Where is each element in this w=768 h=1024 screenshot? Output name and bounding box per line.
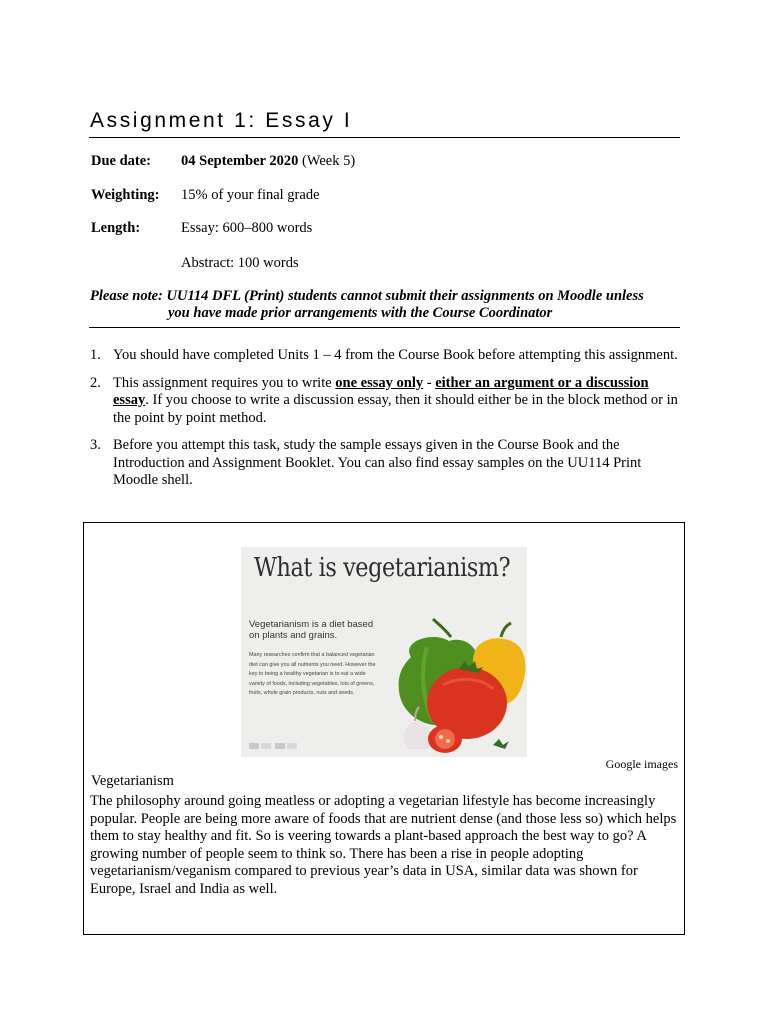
emphasis-essay-type: either an argument or a discussion essay	[113, 374, 649, 408]
note-line-1: Please note: UU114 DFL (Print) students cannot submit their assignments on Moodle unless	[90, 288, 644, 304]
vegetarianism-poster	[241, 547, 527, 757]
list-text: You should have completed Units 1 – 4 from the Course Book before attempting this assignment.	[113, 347, 678, 363]
list-text: Before you attempt this task, study the sample essays given in the Course Book and the Introduction and Assignment Booklet. You can also find essay samples on the UU114 Print Moodle shell.	[113, 437, 642, 488]
list-text-pre: This assignment requires you to write	[113, 374, 336, 391]
length-value: Essay: 600–800 words	[181, 220, 313, 236]
instructions-list	[90, 347, 680, 500]
essay-title: Vegetarianism	[91, 773, 174, 789]
weighting-label: Weighting:	[91, 187, 160, 203]
list-text	[113, 375, 678, 426]
list-number: 1.	[90, 347, 101, 363]
image-credit: Google images	[605, 757, 678, 771]
poster-title: What is vegetarianism?	[254, 553, 511, 583]
list-item	[90, 375, 680, 428]
due-date-value	[181, 153, 355, 170]
share-buttons-icon	[249, 743, 309, 749]
submission-note	[90, 288, 680, 322]
list-number: 3.	[90, 437, 101, 453]
note-line-2: you have made prior arrangements with the Course Coordinator	[168, 305, 553, 321]
length-label: Length:	[91, 220, 141, 236]
list-item	[90, 347, 680, 365]
essay-body: The philosophy around going meatless or adopting a vegetarian lifestyle has become increasingly popular. People are being more aware of foods that are nutrient dense (and those less so) which helps them to stay healthy and fit. So is veering towards a plant-based approach the best way to go? A growing number of people seem to think so. There has been a rise in people adopting vegetarianism/veganism compared to previous year’s data in USA, similar data was shown for Europe, Israel and India as well.	[90, 793, 677, 897]
due-date: 04 September 2020	[181, 153, 299, 169]
list-item	[90, 437, 680, 490]
vegetables-illustration	[381, 617, 527, 757]
poster-subtitle: Vegetarianism is a diet based on plants and grains.	[249, 619, 374, 641]
note-divider	[89, 327, 680, 328]
list-text-post: . If you choose to write a discussion essay, then it should either be in the block method or in the point by point method.	[113, 392, 678, 426]
list-text-mid: -	[423, 374, 436, 391]
abstract-value: Abstract: 100 words	[181, 255, 299, 271]
assignment-title: Assignment 1: Essay I	[90, 109, 353, 132]
title-divider	[89, 137, 680, 138]
list-number: 2.	[90, 374, 101, 391]
weighting-value: 15% of your final grade	[181, 187, 320, 203]
due-week: (Week 5)	[298, 153, 356, 169]
emphasis-one-essay: one essay only	[335, 374, 424, 391]
poster-body: Many researches confirm that a balanced vegetarian diet can give you all nutrients you need. However the key to being a healthy vegetarian is to eat a wide variety of foods, including vegetables, lots of greens, fruits, whole grain products, nuts and seeds.	[249, 652, 376, 697]
due-date-label: Due date:	[91, 153, 152, 169]
